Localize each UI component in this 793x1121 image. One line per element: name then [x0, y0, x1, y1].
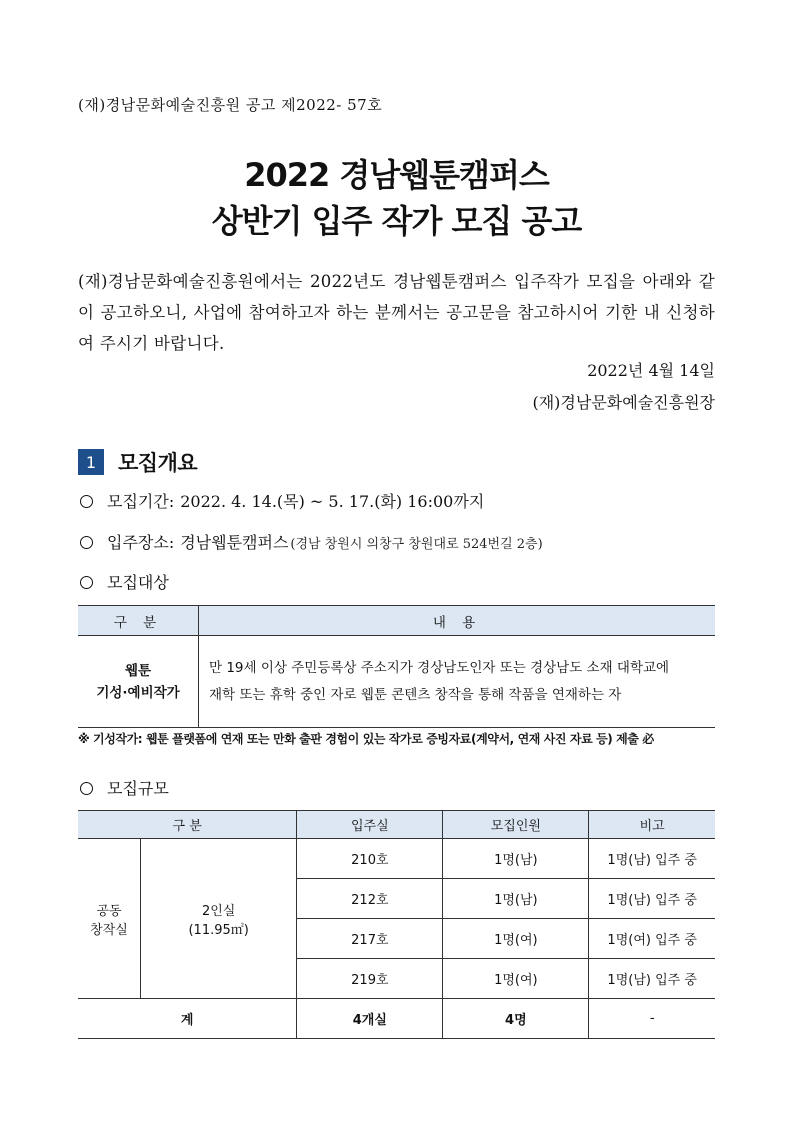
notice-number: (재)경남문화예술진흥원 공고 제2022- 57호 — [78, 96, 383, 114]
header-count: 모집인원 — [443, 811, 589, 839]
section-number: 1 — [78, 449, 104, 475]
type-line1: 2인실 — [201, 903, 236, 919]
category-line2: 기성·예비작가 — [96, 684, 180, 701]
target-label: 모집대상 — [107, 573, 169, 592]
scale-table — [78, 810, 715, 1039]
count-cell: 1명(남) — [443, 839, 589, 879]
place-label: 입주장소: — [107, 533, 175, 552]
title-line1: 2022 경남웹툰캠퍼스 — [244, 156, 549, 194]
count-cell: 1명(남) — [443, 879, 589, 919]
content-cell — [199, 636, 716, 728]
room-cell: 212호 — [297, 879, 443, 919]
table-header-row — [78, 811, 715, 839]
target-table — [78, 605, 715, 728]
room-cell: 217호 — [297, 919, 443, 959]
group-line1: 공동 — [96, 903, 122, 919]
scale-label: 모집규모 — [107, 779, 169, 798]
header-note: 비고 — [589, 811, 715, 839]
circle-bullet-icon — [80, 495, 93, 508]
room-cell: 210호 — [297, 839, 443, 879]
header-category: 구 분 — [78, 811, 297, 839]
footnote: ※ 기성작가: 웹툰 플랫폼에 연재 또는 만화 출판 경험이 있는 작가로 증빙자료(계약서, 연재 사진 자료 등) 제출 必 — [78, 732, 654, 746]
table-header-row — [78, 606, 715, 636]
section-heading — [78, 447, 197, 477]
circle-bullet-icon — [80, 536, 93, 549]
header-content: 내 용 — [199, 606, 716, 636]
organization-name: (재)경남문화예술진흥원장 — [532, 393, 715, 412]
bullet-place — [80, 530, 543, 553]
content-line2: 재학 또는 휴학 중인 자로 웹툰 콘텐츠 창작을 통해 작품을 연재하는 자 — [209, 686, 622, 703]
intro-paragraph: (재)경남문화예술진흥원에서는 2022년도 경남웹툰캠퍼스 입주작가 모집을 아래와 같이 공고하오니, 사업에 참여하고자 하는 분께서는 공고문을 참고하시어 기한 내 신청하여 주시기 바랍니다. — [78, 272, 715, 353]
bullet-scale — [80, 776, 169, 799]
note-cell: 1명(여) 입주 중 — [589, 919, 715, 959]
table-row — [78, 636, 715, 728]
group-line2: 창작실 — [90, 922, 128, 938]
note-cell: 1명(남) 입주 중 — [589, 879, 715, 919]
category-line1: 웹툰 — [124, 662, 152, 679]
note-cell: 1명(남) 입주 중 — [589, 959, 715, 999]
circle-bullet-icon — [80, 576, 93, 589]
place-value: 경남웹툰캠퍼스 — [180, 533, 289, 552]
circle-bullet-icon — [80, 782, 93, 795]
bullet-period — [80, 489, 484, 512]
total-row — [78, 999, 715, 1039]
count-cell: 1명(여) — [443, 959, 589, 999]
content-line1: 만 19세 이상 주민등록상 주소지가 경상남도인자 또는 경상남도 소재 대학교에 — [209, 659, 670, 676]
header-room: 입주실 — [297, 811, 443, 839]
total-note: - — [589, 999, 715, 1039]
header-category: 구 분 — [78, 606, 199, 636]
period-value: 2022. 4. 14.(목) ~ 5. 17.(화) 16:00까지 — [180, 492, 485, 511]
type-cell — [141, 839, 297, 999]
room-cell: 219호 — [297, 959, 443, 999]
section-title: 모집개요 — [118, 451, 198, 475]
period-label: 모집기간: — [107, 492, 175, 511]
type-line2: (11.95㎡) — [188, 922, 249, 938]
bullet-target — [80, 570, 169, 593]
group-cell — [78, 839, 141, 999]
table-row — [78, 839, 715, 879]
notice-date: 2022년 4월 14일 — [587, 361, 715, 380]
total-rooms: 4개실 — [297, 999, 443, 1039]
total-count: 4명 — [443, 999, 589, 1039]
title-line2: 상반기 입주 작가 모집 공고 — [211, 202, 582, 240]
place-address: (경남 창원시 의창구 창원대로 524번길 2층) — [290, 537, 543, 552]
count-cell: 1명(여) — [443, 919, 589, 959]
category-cell — [78, 636, 199, 728]
note-cell: 1명(남) 입주 중 — [589, 839, 715, 879]
total-label: 계 — [78, 999, 297, 1039]
